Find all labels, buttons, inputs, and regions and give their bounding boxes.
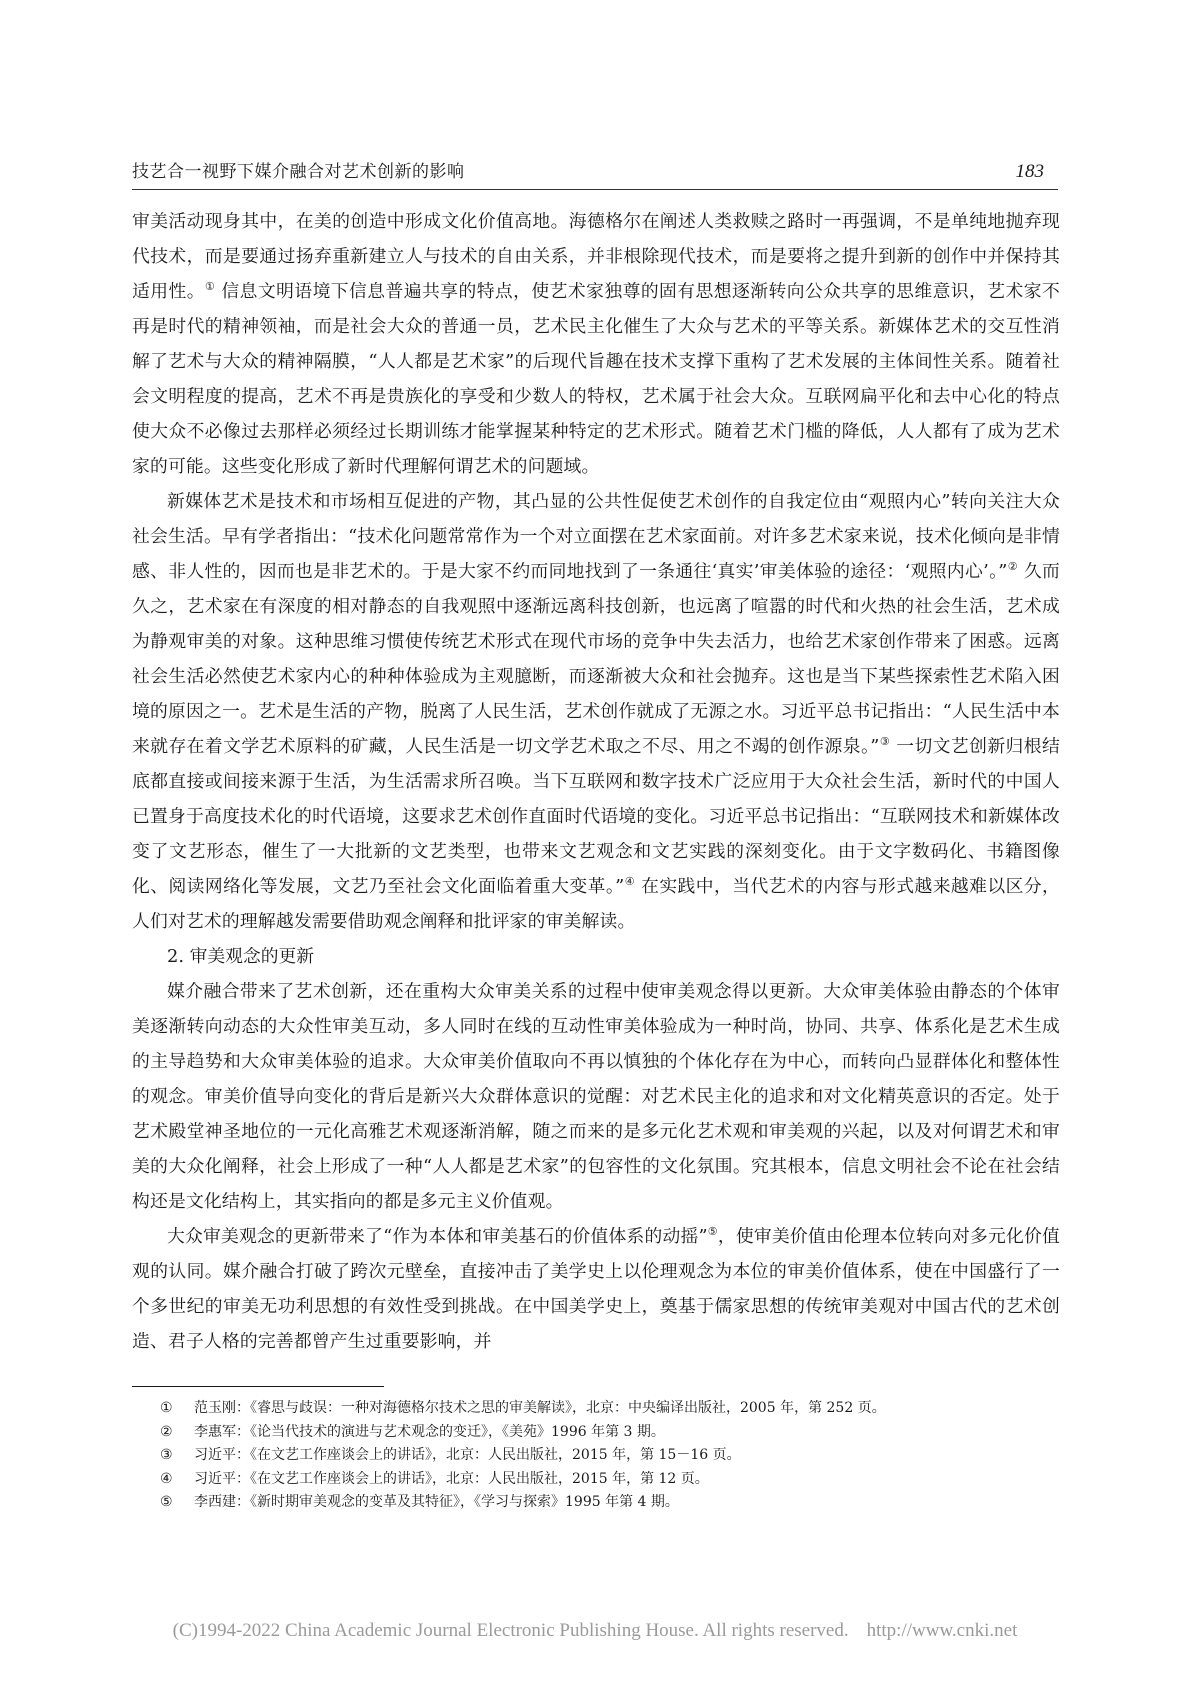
cnki-link[interactable]: http://www.cnki.net xyxy=(866,1620,1018,1641)
footnote-mark: ③ xyxy=(160,1447,173,1463)
footnote-rule xyxy=(132,1386,384,1387)
footnote-item xyxy=(160,1491,1040,1515)
running-header-title: 技艺合一视野下媒介融合对艺术创新的影响 xyxy=(132,162,465,182)
footnote-item xyxy=(160,1468,1040,1492)
paragraph-1 xyxy=(132,204,1060,484)
paragraph-text: 新媒体艺术是技术和市场相互促进的产物，其凸显的公共性促使艺术创作的自我定位由“观照内心”转向关注大众社会生活。早有学者指出：“技术化问题常常作为一个对立面摆在艺术家面前。对许多艺术家来说，技术化倾向是非情感、非人性的，因而也是非艺术的。于是大家不约而同地找到了一条通往‘真实’审美体验的途径：‘观照内心’。” xyxy=(132,491,1060,582)
page-number: 183 xyxy=(1015,161,1044,182)
body-text xyxy=(132,204,1060,1359)
footnote-ref-3[interactable]: ③ xyxy=(879,735,891,749)
footnote-item xyxy=(160,1397,1040,1421)
paragraph-2 xyxy=(132,484,1060,939)
footnote-item xyxy=(160,1444,1040,1468)
footnote-mark: ⑤ xyxy=(160,1494,173,1510)
footnote-mark: ① xyxy=(160,1400,173,1416)
footnote-ref-2[interactable]: ② xyxy=(1007,560,1018,574)
footnote-text: 李西建：《新时期审美观念的变革及其特征》，《学习与探索》1995 年第 4 期。 xyxy=(194,1494,679,1510)
paragraph-text: 审美活动现身其中，在美的创造中形成文化价值高地。海德格尔在阐述人类救赎之路时一再强调，不是单纯地抛弃现代技术，而是要通过扬弃重新建立人与技术的自由关系，并非根除现代技术，而是要将之提升到新的创作中并保持其适用性。 xyxy=(132,211,1060,302)
footnote-mark: ② xyxy=(160,1423,173,1440)
paragraph-text: 久而久之，艺术家在有深度的相对静态的自我观照中逐渐远离科技创新，也远离了喧嚣的时代和火热的社会生活，艺术成为静观审美的对象。这种思维习惯使传统艺术形式在现代市场的竞争中失去活力，也给艺术家创作带来了困惑。远离社会生活必然使艺术家内心的种种体验成为主观臆断，而逐渐被大众和社会抛弃。这也是当下某些探索性艺术陷入困境的原因之一。艺术是生活的产物，脱离了人民生活，艺术创作就成了无源之水。习近平总书记指出：“人民生活中本来就存在着文学艺术原料的矿藏，人民生活是一切文学艺术取之不尽、用之不竭的创作源泉。” xyxy=(132,561,1060,757)
footnote-text: 习近平：《在文艺工作座谈会上的讲话》，北京：人民出版社，2015 年，第 12 页。 xyxy=(194,1470,709,1487)
copyright-notice xyxy=(0,1617,1190,1645)
footnote-ref-4[interactable]: ④ xyxy=(624,875,636,889)
footnote-text: 范玉刚：《睿思与歧误：一种对海德格尔技术之思的审美解读》，北京：中央编译出版社，2005 年，第 252 页。 xyxy=(194,1400,886,1416)
section-heading: 2. 审美观念的更新 xyxy=(167,946,315,967)
header-rule xyxy=(132,189,1058,190)
paragraph-text: 一切文艺创新归根结底都直接或间接来源于生活，为生活需求所召唤。当下互联网和数字技术广泛应用于大众社会生活，新时代的中国人已置身于高度技术化的时代语境，这要求艺术创作直面时代语境的变化。习近平总书记指出：“互联网技术和新媒体改变了文艺形态，催生了一大批新的文艺类型，也带来文艺观念和文艺实践的深刻变化。由于文字数码化、书籍图像化、阅读网络化等发展，文艺乃至社会文化面临着重大变革。” xyxy=(132,736,1060,897)
paragraph-text: 大众审美观念的更新带来了“作为本体和审美基石的价值体系的动摇” xyxy=(167,1226,708,1247)
footnotes xyxy=(160,1397,1040,1515)
footnote-item xyxy=(160,1421,1040,1445)
footnote-mark: ④ xyxy=(160,1470,173,1487)
paragraph-text: ，使审美价值由伦理本位转向对多元化价值观的认同。媒介融合打破了跨次元壁垒，直接冲击了美学史上以伦理观念为本位的审美价值体系，使在中国盛行了一个多世纪的审美无功利思想的有效性受到挑战。在中国美学史上，奠基于儒家思想的传统审美观对中国古代的艺术创造、君子人格的完善都曾产生过重要影响，并 xyxy=(132,1226,1060,1352)
footnote-text: 习近平：《在文艺工作座谈会上的讲话》，北京：人民出版社，2015 年，第 15－16 页。 xyxy=(194,1447,741,1463)
running-header xyxy=(132,160,1058,188)
copyright-text: (C)1994-2022 China Academic Journal Electronic Publishing House. All rights reserved. xyxy=(172,1620,849,1641)
paragraph-text: 在实践中，当代艺术的内容与形式越来越难以区分，人们对艺术的理解越发需要借助观念阐释和批评家的审美解读。 xyxy=(132,876,1061,932)
paragraph-3: 媒介融合带来了艺术创新，还在重构大众审美关系的过程中使审美观念得以更新。大众审美体验由静态的个体审美逐渐转向动态的大众性审美互动，多人同时在线的互动性审美体验成为一种时尚，协同、共享、体系化是艺术生成的主导趋势和大众审美体验的追求。大众审美价值取向不再以慎独的个体化存在为中心，而转向凸显群体化和整体性的观念。审美价值导向变化的背后是新兴大众群体意识的觉醒：对艺术民主化的追求和对文化精英意识的否定。处于艺术殿堂神圣地位的一元化高雅艺术观逐渐消解，随之而来的是多元化艺术观和审美观的兴起，以及对何谓艺术和审美的大众化阐释，社会上形成了一种“人人都是艺术家”的包容性的文化氛围。究其根本，信息文明社会不论在社会结构还是文化结构上，其实指向的都是多元主义价值观。 xyxy=(132,981,1060,1212)
footnote-ref-1[interactable]: ① xyxy=(204,280,216,294)
paragraph-4 xyxy=(132,1219,1060,1359)
paragraph-text: 信息文明语境下信息普遍共享的特点，使艺术家独尊的固有思想逐渐转向公众共享的思维意识，艺术家不再是时代的精神领袖，而是社会大众的普通一员，艺术民主化催生了大众与艺术的平等关系。新媒体艺术的交互性消解了艺术与大众的精神隔膜，“人人都是艺术家”的后现代旨趣在技术支撑下重构了艺术发展的主体间性关系。随着社会文明程度的提高，艺术不再是贵族化的享受和少数人的特权，艺术属于社会大众。互联网扁平化和去中心化的特点使大众不必像过去那样必须经过长期训练才能掌握某种特定的艺术形式。随着艺术门槛的降低，人人都有了成为艺术家的可能。这些变化形成了新时代理解何谓艺术的问题域。 xyxy=(132,281,1060,477)
footnote-ref-5[interactable]: ⑤ xyxy=(707,1225,718,1239)
footnote-text: 李惠军：《论当代技术的演进与艺术观念的变迁》，《美苑》1996 年第 3 期。 xyxy=(194,1423,665,1440)
